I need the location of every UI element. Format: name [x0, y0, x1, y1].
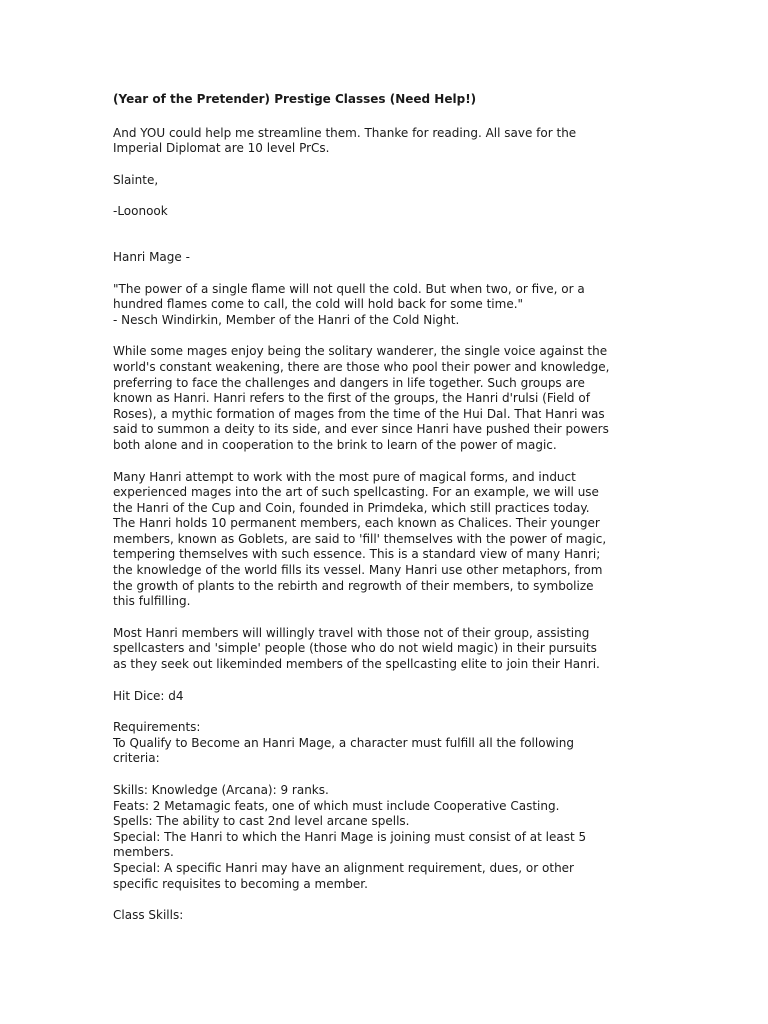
- intro-line: And YOU could help me streamline them. Thanke for reading. All save for the: [113, 125, 577, 140]
- criteria-skills: Skills: Knowledge (Arcana): 9 ranks.: [113, 783, 329, 797]
- text-line: spellcasters and 'simple' people (those who do not wield magic) in their pursuits: [113, 641, 597, 656]
- paragraph-cup-and-coin: [113, 470, 633, 610]
- text-line: known as Hanri. Hanri refers to the first of the groups, the Hanri d'rulsi (Field of: [113, 391, 590, 406]
- spacer: [113, 220, 633, 250]
- section-heading: Hanri Mage -: [113, 249, 190, 264]
- text-line: members, known as Goblets, are said to 'fill' themselves with the power of magic,: [113, 531, 607, 546]
- spacer: [113, 610, 633, 626]
- text-line: said to summon a deity to its side, and ever since Hanri have pushed their powers: [113, 422, 609, 437]
- text-line: this fulfilling.: [113, 594, 191, 609]
- text-line: the knowledge of the world fills its vessel. Many Hanri use other metaphors, from: [113, 563, 603, 578]
- text-line: the Hanri of the Cup and Coin, founded in Primdeka, which still practices today.: [113, 500, 590, 515]
- text-line: While some mages enjoy being the solitary wanderer, the single voice against the: [113, 344, 608, 359]
- hit-dice: Hit Dice: d4: [113, 688, 184, 703]
- greeting: Slainte,: [113, 172, 159, 187]
- criteria-special-cont: members.: [113, 845, 174, 860]
- text-line: as they seek out likeminded members of the spellcasting elite to join their Hanri.: [113, 657, 600, 672]
- spacer: [113, 454, 633, 470]
- spacer: [113, 108, 633, 126]
- spacer: [113, 328, 633, 344]
- intro-line: Imperial Diplomat are 10 level PrCs.: [113, 141, 330, 156]
- spacer: [113, 188, 633, 204]
- spacer: [113, 266, 633, 282]
- document-page: [113, 92, 633, 924]
- criteria-special: Special: A specific Hanri may have an alignment requirement, dues, or other: [113, 860, 574, 875]
- document-title: (Year of the Pretender) Prestige Classes (Need Help!): [113, 92, 477, 106]
- requirements-heading: Requirements:: [113, 720, 201, 735]
- quote-line: hundred flames come to call, the cold will hold back for some time.": [113, 297, 524, 312]
- intro-paragraph: [113, 126, 633, 157]
- spacer: [113, 157, 633, 173]
- signature: -Loonook: [113, 204, 168, 219]
- text-line: Roses), a mythic formation of mages from the time of the Hui Dal. That Hanri was: [113, 406, 605, 421]
- criteria-list: [113, 783, 633, 892]
- paragraph-travel: [113, 626, 633, 673]
- text-line: To Qualify to Become an Hanri Mage, a character must fulfill all the following: [113, 735, 574, 750]
- text-line: tempering themselves with such essence. This is a standard view of many Hanri;: [113, 547, 601, 562]
- spacer: [113, 892, 633, 908]
- quote-line: "The power of a single flame will not quell the cold. But when two, or five, or a: [113, 281, 585, 296]
- quote-attribution: - Nesch Windirkin, Member of the Hanri of the Cold Night.: [113, 312, 460, 327]
- criteria-special-cont: specific requisites to becoming a member.: [113, 876, 368, 891]
- text-line: the growth of plants to the rebirth and regrowth of their members, to symbolize: [113, 578, 594, 593]
- text-line: The Hanri holds 10 permanent members, each known as Chalices. Their younger: [113, 516, 600, 531]
- class-skills-heading: Class Skills:: [113, 908, 184, 923]
- text-line: both alone and in cooperation to the brink to learn of the power of magic.: [113, 437, 557, 452]
- spacer: [113, 767, 633, 783]
- paragraph-hanri-intro: [113, 344, 633, 453]
- criteria-spells: Spells: The ability to cast 2nd level arcane spells.: [113, 814, 410, 829]
- text-line: preferring to face the challenges and dangers in life together. Such groups are: [113, 375, 585, 390]
- requirements-block: [113, 720, 633, 767]
- text-line: Many Hanri attempt to work with the most pure of magical forms, and induct: [113, 469, 576, 484]
- spacer: [113, 704, 633, 720]
- text-line: world's constant weakening, there are those who pool their power and knowledge,: [113, 359, 610, 374]
- criteria-special: Special: The Hanri to which the Hanri Mage is joining must consist of at least 5: [113, 829, 587, 844]
- criteria-feats: Feats: 2 Metamagic feats, one of which must include Cooperative Casting.: [113, 798, 560, 813]
- text-line: experienced mages into the art of such spellcasting. For an example, we will use: [113, 485, 599, 500]
- text-line: Most Hanri members will willingly travel with those not of their group, assisting: [113, 625, 590, 640]
- quote-block: [113, 282, 633, 329]
- spacer: [113, 673, 633, 689]
- text-line: criteria:: [113, 751, 160, 766]
